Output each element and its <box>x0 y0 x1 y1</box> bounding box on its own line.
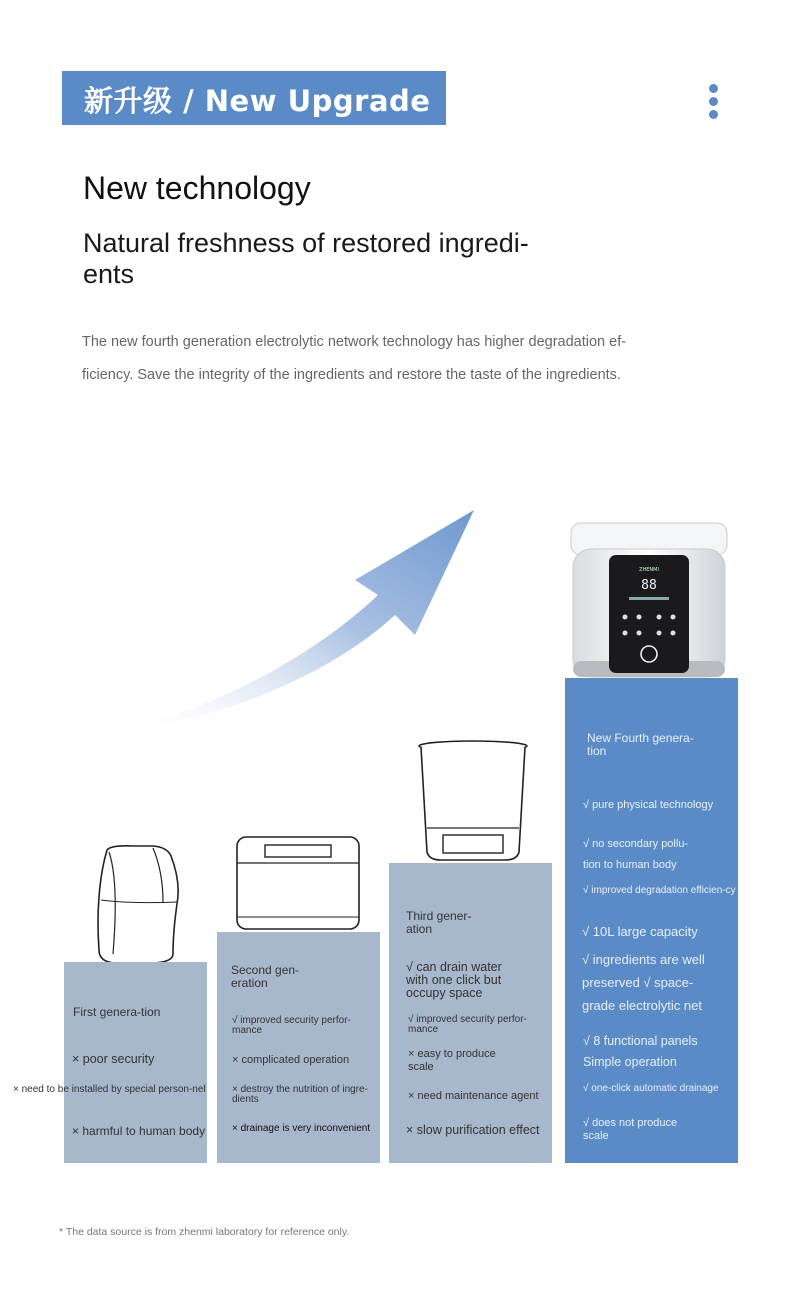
generation-item: √ improved security perfor-mance <box>232 1015 351 1036</box>
generation-item: × need to be installed by special person-nel <box>13 1084 206 1095</box>
headline: New technology <box>83 170 311 206</box>
panel-brand: ZHENMI <box>639 567 659 573</box>
section-banner <box>62 71 446 125</box>
third-gen-product-image <box>417 738 529 864</box>
banner-title: 新升级 / New Upgrade <box>84 84 431 118</box>
generation-item: × drainage is very inconvenient <box>232 1123 371 1134</box>
generation-column-1 <box>13 962 207 1163</box>
upward-arrow-icon <box>130 505 480 735</box>
second-gen-product-image <box>233 833 363 933</box>
generation-column-4 <box>565 678 738 1163</box>
more-vertical-icon[interactable] <box>706 84 722 124</box>
generation-item: √ one-click automatic drainage <box>583 1083 719 1094</box>
generation-item: × poor security <box>72 1052 155 1066</box>
footnote: * The data source is from zhenmi laboratory for reference only. <box>59 1226 350 1238</box>
generation-item: × need maintenance agent <box>408 1090 539 1102</box>
generation-item: × easy to produce scale <box>408 1048 496 1073</box>
generation-item: √ can drain water with one click but occupy space <box>406 960 502 1000</box>
generation-column-3 <box>389 863 552 1163</box>
generation-item: × complicated operation <box>232 1054 350 1066</box>
generation-item: √ ingredients are well preserved √ space-grade electrolytic net <box>582 952 705 1013</box>
generation-item: × harmful to human body <box>72 1124 206 1138</box>
generation-item: √ pure physical technology <box>583 799 714 811</box>
generation-title: First genera-tion <box>73 1005 161 1019</box>
subheadline: Natural freshness of restored ingredi-ents <box>83 228 529 289</box>
generation-title: Second gen-eration <box>231 963 300 990</box>
fourth-gen-product-image <box>569 521 729 681</box>
generation-item: × slow purification effect <box>406 1123 540 1137</box>
generation-item: √ no secondary pollu-tion to human body <box>583 838 689 871</box>
generation-item: √ does not produce scale <box>583 1117 678 1142</box>
description: The new fourth generation electrolytic network technology has higher degradation ef-ficiency. Save the integrity of the ingredients and restore the taste of the ingredients. <box>82 334 627 383</box>
generation-item: √ improved degradation efficien-cy <box>583 885 736 896</box>
generation-title: New Fourth genera-tion <box>587 731 694 758</box>
generation-item: × destroy the nutrition of ingre-dients <box>232 1084 368 1105</box>
generation-item: √ 8 functional panels Simple operation <box>583 1034 698 1069</box>
generation-item: √ improved security perfor-mance <box>408 1014 527 1035</box>
generation-column-2 <box>217 932 380 1163</box>
first-gen-product-image <box>93 842 183 966</box>
generation-item: √ 10L large capacity <box>582 924 698 939</box>
generation-title: Third gener-ation <box>406 909 472 936</box>
panel-display: 88 <box>641 578 657 593</box>
